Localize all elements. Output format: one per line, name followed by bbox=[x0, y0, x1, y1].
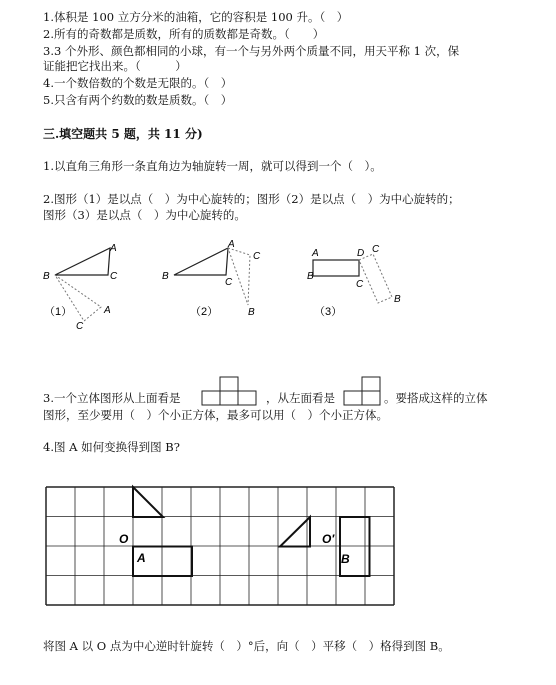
grid-figure bbox=[45, 487, 395, 605]
label-2-A: A bbox=[228, 239, 235, 250]
figure-B-triangle bbox=[280, 517, 310, 547]
label-3-D: D bbox=[357, 248, 365, 259]
fill-q3-line2: 图形，至少要用（ ）个小正方体，最多可以用（ ）个小正方体。 bbox=[43, 408, 388, 422]
label-1-C2: C bbox=[76, 321, 84, 332]
fill-q3-part1: 3.一个立体图形从上面看是 bbox=[43, 391, 181, 405]
section-heading: 三.填空题共 5 题，共 11 分) bbox=[43, 127, 203, 141]
label-3-C: C bbox=[356, 279, 364, 290]
label-2-B2: B bbox=[248, 307, 255, 318]
fill-q1: 1.以直角三角形一条直角边为轴旋转一周，就可以得到一个（ ）。 bbox=[43, 159, 382, 173]
fill-q3-part2: ，从左面看是 bbox=[266, 391, 335, 405]
judgement-q3-line1: 3.3 个外形、颜色都相同的小球，有一个与另外两个质量不同，用天平称 1 次，保 bbox=[43, 44, 460, 58]
label-1-A2: A bbox=[104, 305, 111, 316]
rotated-rectangle-3 bbox=[359, 254, 392, 303]
caption-3: （3） bbox=[314, 306, 343, 318]
label-1-A: A bbox=[110, 243, 117, 254]
grid-lines bbox=[46, 487, 394, 605]
judgement-q4: 4.一个数倍数的个数是无限的。（ ） bbox=[43, 76, 233, 90]
caption-2: （2） bbox=[190, 306, 219, 318]
label-O: O bbox=[119, 532, 129, 546]
fill-q2-line1: 2.图形（1）是以点（ ）为中心旋转的；图形（2）是以点（ ）为中心旋转的； bbox=[43, 192, 460, 206]
triangle-1 bbox=[55, 248, 110, 275]
figure-1 bbox=[43, 243, 118, 332]
fill-q4: 4.图 A 如何变换得到图 B? bbox=[43, 440, 180, 454]
caption-1: （1） bbox=[44, 306, 73, 318]
top-view-shape bbox=[202, 376, 258, 406]
figure-2 bbox=[162, 239, 261, 318]
judgement-q3-line2: 证能把它找出来。（ ） bbox=[43, 59, 187, 73]
judgement-q2: 2.所有的奇数都是质数，所有的质数都是奇数。（ ） bbox=[43, 27, 325, 41]
label-2-C: C bbox=[225, 277, 233, 288]
triangle-2 bbox=[174, 248, 228, 275]
fill-q4-answer: 将图 A 以 O 点为中心逆时针旋转（ ）°后，向（ ）平移（ ）格得到图 B。 bbox=[43, 639, 450, 653]
label-3-C2: C bbox=[372, 244, 380, 255]
label-O-prime: O′ bbox=[322, 532, 335, 546]
judgement-q1: 1.体积是 100 立方分米的油箱，它的容积是 100 升。（ ） bbox=[43, 10, 349, 24]
label-1-C: C bbox=[110, 271, 118, 282]
label-3-A: A bbox=[312, 248, 319, 259]
rotation-figures bbox=[0, 235, 556, 345]
label-3-B2: B bbox=[394, 294, 401, 305]
label-B: B bbox=[341, 552, 350, 566]
figure-A-triangle bbox=[133, 487, 163, 517]
left-view-shape bbox=[344, 376, 384, 406]
fill-q3-part3: 。要搭成这样的立体 bbox=[384, 391, 488, 405]
label-A: A bbox=[137, 551, 146, 565]
label-2-B: B bbox=[162, 271, 169, 282]
label-1-B: B bbox=[43, 271, 50, 282]
figure-3 bbox=[307, 244, 401, 318]
label-3-B: B bbox=[307, 271, 314, 282]
label-2-C2: C bbox=[253, 251, 261, 262]
judgement-q5: 5.只含有两个约数的数是质数。（ ） bbox=[43, 93, 233, 107]
rectangle-3 bbox=[313, 260, 359, 276]
fill-q2-line2: 图形（3）是以点（ ）为中心旋转的。 bbox=[43, 208, 246, 222]
